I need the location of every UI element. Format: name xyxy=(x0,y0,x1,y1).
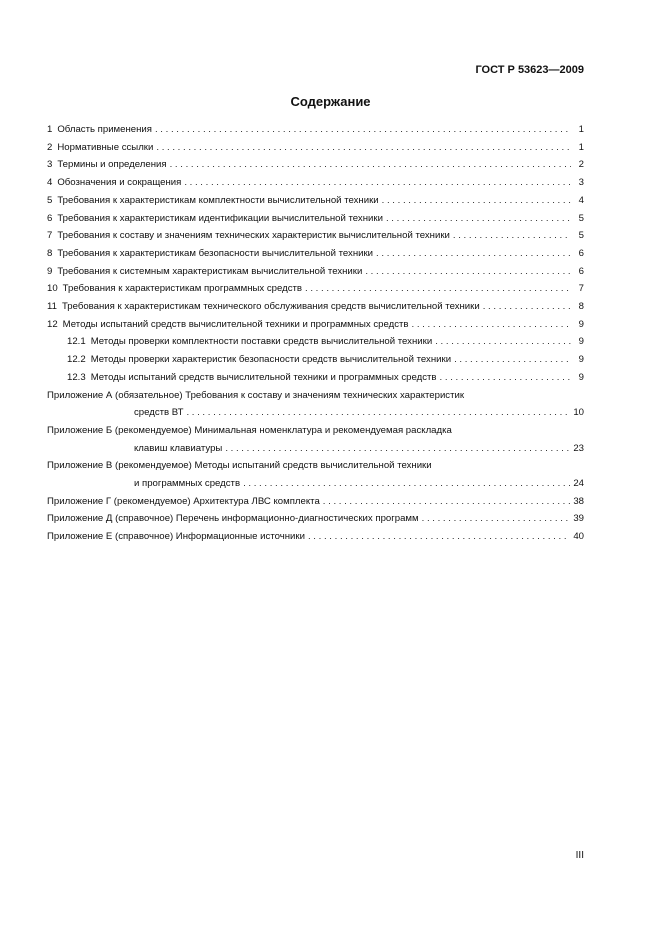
toc-entry-title: Методы проверки комплектности поставки средств вычислительной техники xyxy=(90,336,433,348)
toc-entry-number: 12.2 xyxy=(67,354,86,366)
toc-entry-number: 9 xyxy=(47,265,53,277)
toc-appendix-d[interactable] xyxy=(47,510,584,528)
toc-entry-page: 38 xyxy=(573,495,584,507)
toc-appendix-b[interactable] xyxy=(47,422,584,457)
toc-entry-5[interactable] xyxy=(47,192,584,210)
toc-entry-title: Требования к характеристикам программных средств xyxy=(62,283,302,295)
toc-entry-12[interactable] xyxy=(47,316,584,334)
toc-entry-number: 7 xyxy=(47,230,53,242)
toc-entry-page: 23 xyxy=(573,442,584,454)
leader-dots xyxy=(440,369,571,387)
toc-entry-number: 4 xyxy=(47,177,53,189)
toc-entry-title: Требования к характеристикам безопасности вычислительной техники xyxy=(57,247,374,259)
toc-entry-title: Требования к характеристикам комплектности вычислительной техники xyxy=(57,194,379,206)
toc-entry-title: Термины и определения xyxy=(57,159,167,171)
toc-appendix-title-cont: клавиш клавиатуры xyxy=(134,442,223,454)
toc-entry-page: 40 xyxy=(573,531,584,543)
page-number: III xyxy=(575,850,584,861)
leader-dots xyxy=(386,210,571,228)
toc-entry-page: 9 xyxy=(578,354,584,366)
toc-entry-page: 39 xyxy=(573,513,584,525)
toc-entry-number: 1 xyxy=(47,124,53,135)
toc-title: Содержание xyxy=(290,94,371,109)
toc-entry-title: Требования к системным характеристикам вычислительной техники xyxy=(57,265,363,277)
toc-entry-number: 12.1 xyxy=(67,336,86,348)
leader-dots xyxy=(435,333,571,351)
leader-dots xyxy=(243,475,570,493)
leader-dots xyxy=(184,174,571,192)
toc-entry-number: 6 xyxy=(47,212,53,224)
leader-dots xyxy=(453,227,571,245)
toc-appendix-title: Приложение В (рекомендуемое) Методы испытаний средств вычислительной техники xyxy=(47,460,432,472)
leader-dots xyxy=(365,263,571,281)
toc-entry-12-3[interactable] xyxy=(47,369,584,387)
leader-dots xyxy=(156,139,571,157)
toc-entry-6[interactable] xyxy=(47,210,584,228)
toc-entry-10[interactable] xyxy=(47,280,584,298)
toc-entry-title: Обозначения и сокращения xyxy=(57,177,182,189)
leader-dots xyxy=(382,192,571,210)
toc-entry-number: 10 xyxy=(47,283,58,295)
toc-appendix-a[interactable] xyxy=(47,387,584,422)
toc-entry-title: Требования к характеристикам технического обслуживания средств вычислительной техники xyxy=(61,301,480,313)
leader-dots xyxy=(308,528,570,546)
toc-entry-title: Нормативные ссылки xyxy=(57,141,154,153)
toc-entry-page: 24 xyxy=(573,478,584,490)
toc-appendix-g[interactable] xyxy=(47,493,584,511)
leader-dots xyxy=(454,351,571,369)
toc-entry-title: Методы испытаний средств вычислительной техники и программных средств xyxy=(62,318,409,330)
toc-appendix-title-cont: средств ВТ xyxy=(134,407,184,419)
toc-entry-number: 3 xyxy=(47,159,53,171)
leader-dots xyxy=(483,298,571,316)
toc-entry-1[interactable] xyxy=(47,121,584,139)
toc-appendix-title: Приложение А (обязательное) Требования к составу и значениям технических характеристик xyxy=(47,389,465,401)
toc-entry-page: 5 xyxy=(578,212,584,224)
toc-entry-page: 5 xyxy=(578,230,584,242)
toc-entry-7[interactable] xyxy=(47,227,584,245)
toc-entry-page: 2 xyxy=(578,159,584,171)
leader-dots xyxy=(225,440,570,458)
toc-appendix-title: Приложение Е (справочное) Информационные источники xyxy=(47,531,305,543)
leader-dots xyxy=(376,245,571,263)
toc-entry-11[interactable] xyxy=(47,298,584,316)
toc-appendix-e[interactable] xyxy=(47,528,584,546)
doc-code: ГОСТ Р 53623—2009 xyxy=(475,64,584,76)
leader-dots xyxy=(155,121,571,139)
leader-dots xyxy=(412,316,571,334)
toc-entry-page: 7 xyxy=(578,283,584,295)
toc-entry-page: 6 xyxy=(578,247,584,259)
toc-entry-title: Требования к характеристикам идентификации вычислительной техники xyxy=(57,212,383,224)
table-of-contents xyxy=(47,121,584,546)
toc-entry-3[interactable] xyxy=(47,156,584,174)
toc-entry-page: 8 xyxy=(578,301,584,313)
toc-entry-title: Область применения xyxy=(57,124,152,135)
leader-dots xyxy=(323,493,571,511)
toc-entry-2[interactable] xyxy=(47,139,584,157)
toc-entry-page: 9 xyxy=(578,318,584,330)
toc-entry-8[interactable] xyxy=(47,245,584,263)
toc-entry-title: Требования к составу и значениям технических характеристик вычислительной техники xyxy=(57,230,450,242)
toc-entry-9[interactable] xyxy=(47,263,584,281)
toc-entry-number: 11 xyxy=(47,301,57,313)
toc-entry-number: 5 xyxy=(47,194,53,206)
toc-entry-number: 8 xyxy=(47,247,53,259)
toc-entry-page: 4 xyxy=(578,194,584,206)
leader-dots xyxy=(186,404,570,422)
toc-appendix-title-cont: и программных средств xyxy=(134,478,241,490)
toc-entry-12-1[interactable] xyxy=(47,333,584,351)
leader-dots xyxy=(305,280,571,298)
toc-entry-page: 9 xyxy=(578,371,584,383)
toc-entry-page: 1 xyxy=(578,124,584,135)
toc-entry-title: Методы испытаний средств вычислительной техники и программных средств xyxy=(90,371,437,383)
toc-entry-number: 12 xyxy=(47,318,58,330)
toc-entry-page: 3 xyxy=(578,177,584,189)
toc-appendix-v[interactable] xyxy=(47,457,584,492)
toc-entry-title: Методы проверки характеристик безопасности средств вычислительной техники xyxy=(90,354,452,366)
toc-entry-page: 10 xyxy=(573,407,584,419)
toc-entry-number: 12.3 xyxy=(67,371,86,383)
toc-entry-12-2[interactable] xyxy=(47,351,584,369)
toc-appendix-title: Приложение Б (рекомендуемое) Минимальная номенклатура и рекомендуемая раскладка xyxy=(47,424,452,436)
toc-entry-page: 6 xyxy=(578,265,584,277)
toc-appendix-title: Приложение Г (рекомендуемое) Архитектура ЛВС комплекта xyxy=(47,495,320,507)
toc-entry-page: 9 xyxy=(578,336,584,348)
toc-entry-number: 2 xyxy=(47,141,53,153)
toc-appendix-title: Приложение Д (справочное) Перечень информационно-диагностических программ xyxy=(47,513,419,525)
toc-entry-4[interactable] xyxy=(47,174,584,192)
toc-entry-page: 1 xyxy=(578,141,584,153)
leader-dots xyxy=(422,510,571,528)
leader-dots xyxy=(170,156,571,174)
